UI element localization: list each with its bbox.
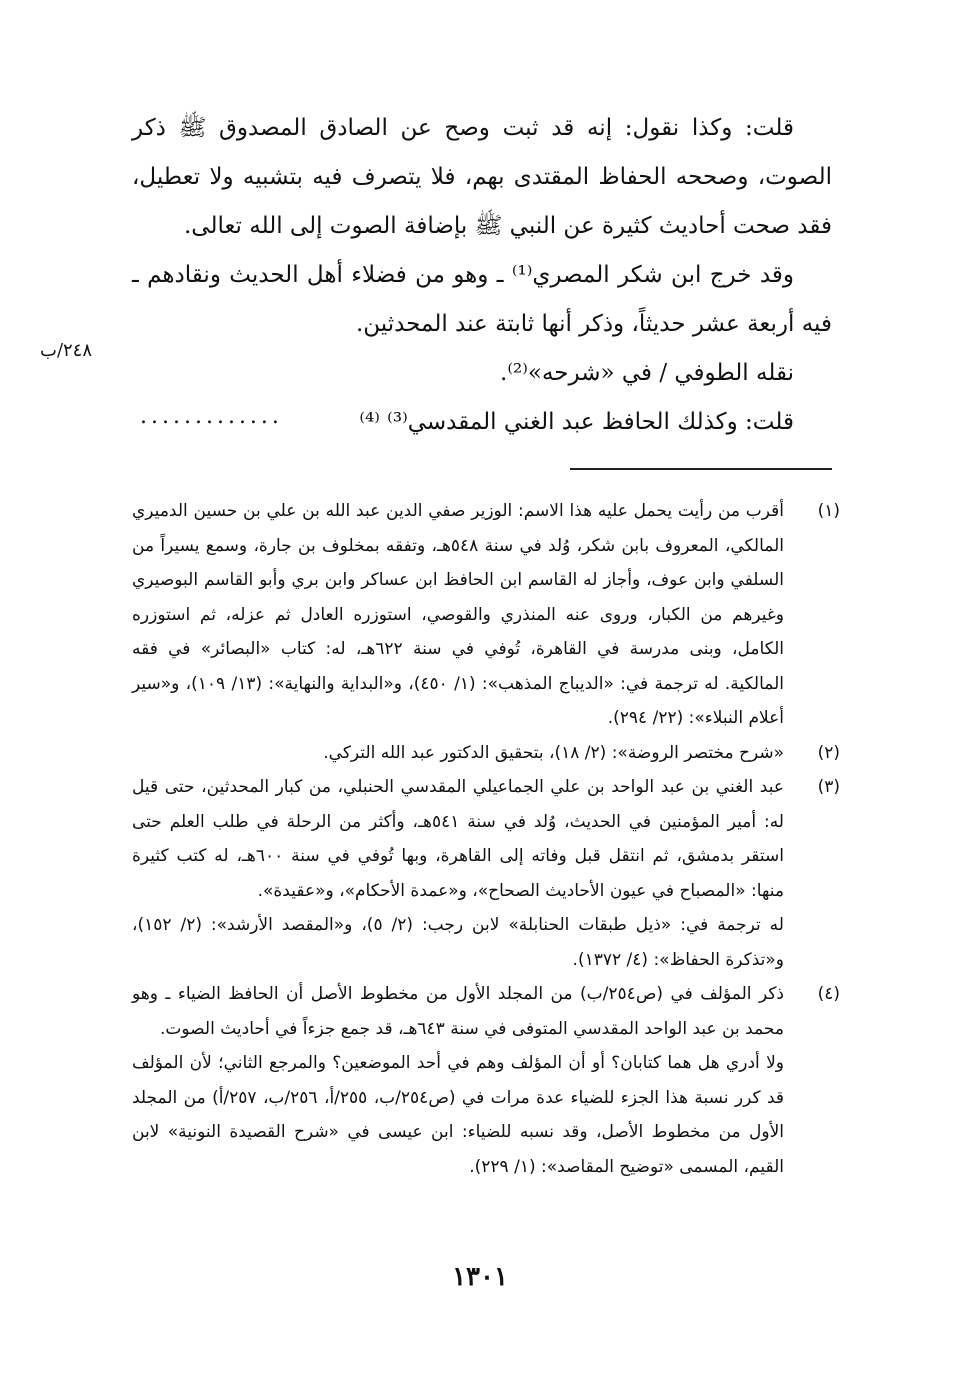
- footnote: [132, 736, 840, 771]
- footnote: [132, 494, 840, 736]
- footnote-number: (٤): [817, 984, 840, 1004]
- paragraph: نقله الطوفي / في «شرحه»⁽²⁾.: [500, 360, 794, 386]
- footnote-separator: [570, 468, 832, 470]
- ellipsis-dots: .............: [140, 404, 283, 429]
- paragraph: قلت: وكذا نقول: إنه قد ثبت وصح عن الصادق المصدوق ﷺ ذكر الصوت، وصححه الحفاظ المقتدى بهم، فلا يتصرف فيه بتشبيه ولا تعطيل، فقد صحت أحاديث كثيرة عن النبي ﷺ بإضافة الصوت إلى الله تعالى.: [132, 115, 832, 239]
- footnotes: [132, 494, 840, 1184]
- main-text: [132, 104, 832, 447]
- footnote: [132, 977, 840, 1184]
- paragraph: وقد خرج ابن شكر المصري⁽¹⁾ ـ وهو من فضلاء أهل الحديث ونقادهم ـ فيه أربعة عشر حديثاً، وذكر أنها ثابتة عند المحدثين.: [132, 262, 832, 337]
- page-number: ١٣٠١: [452, 1262, 508, 1292]
- paragraph: قلت: وكذلك الحافظ عبد الغني المقدسي⁽³⁾ ⁽⁴⁾: [359, 409, 794, 435]
- footnote-text: عبد الغني بن عبد الواحد بن علي الجماعيلي المقدسي الحنبلي، من كبار المحدثين، حتى قيل له: أمير المؤمنين في الحديث، وُلد في سنة ٥٤١هـ، وأكثر من الرحلة في طلب العلم حتى استقر بدمشق، ثم انتقل قبل وفاته إلى القاهرة، وبها تُوفي في سنة ٦٠٠هـ، له كتب كثيرة منها: «المصباح في عيون الأحاديث الصحاح»، و«عمدة الأحكام»، و«عقيدة».: [132, 777, 784, 901]
- footnote-number: (٢): [817, 742, 840, 763]
- footnote-number: (١): [817, 501, 840, 521]
- footnote-text: له ترجمة في: «ذيل طبقات الحنابلة» لابن رجب: (٢/ ٥)، و«المقصد الأرشد»: (٢/ ١٥٢)، و«تذكرة الحفاظ»: (٤/ ١٣٧٢).: [132, 915, 784, 970]
- manuscript-folio-marker: ٢٤٨/ب: [40, 340, 93, 361]
- footnote-text: أقرب من رأيت يحمل عليه هذا الاسم: الوزير صفي الدين عبد الله بن علي بن حسين الدميري المالكي، المعروف بابن شكر، وُلد في سنة ٥٤٨هـ، وتفقه بمخلوف بن جارة، وسمع يسيراً من السلفي وابن عوف، وأجاز له القاسم ابن الحافظ ابن عساكر وابن بري وأبو القاسم البوصيري وغيرهم من الكبار، وروى عنه المنذري والقوصي، استوزره العادل ثم عزله، ثم استوزره الكامل، وبنى مدرسة في القاهرة، تُوفي في سنة ٦٢٢هـ، له: كتاب «البصائر» في فقه المالكية. له ترجمة في: «الديباج المذهب»: (١/ ٤٥٠)، و«البداية والنهاية»: (١٣/ ١٠٩)، و«سير أعلام النبلاء»: (٢٢/ ٢٩٤).: [132, 501, 784, 728]
- footnote-number: (٣): [817, 777, 840, 797]
- footnote: [132, 770, 840, 977]
- footnote-text: ولا أدري هل هما كتابان؟ أو أن المؤلف وهم في أحد الموضعين؟ والمرجع الثاني؛ لأن المؤلف قد كرر نسبة هذا الجزء للضياء عدة مرات في (ص٢٥٤/ب، ٢٥٥/أ، ٢٥٦/ب، ٢٥٧/أ) من المجلد الأول من مخطوط الأصل، وقد نسبه للضياء: ابن عيسى في «شرح القصيدة النونية» لابن القيم، المسمى «توضيح المقاصد»: (١/ ٢٢٩).: [132, 1053, 785, 1177]
- footnote-text: ذكر المؤلف في (ص٢٥٤/ب) من المجلد الأول من مخطوط الأصل أن الحافظ الضياء ـ وهو محمد بن عبد الواحد المقدسي المتوفى في سنة ٦٤٣هـ، قد جمع جزءاً في أحاديث الصوت.: [132, 984, 784, 1039]
- footnote-text: «شرح مختصر الروضة»: (٢/ ١٨)، بتحقيق الدكتور عبد الله التركي.: [323, 742, 784, 763]
